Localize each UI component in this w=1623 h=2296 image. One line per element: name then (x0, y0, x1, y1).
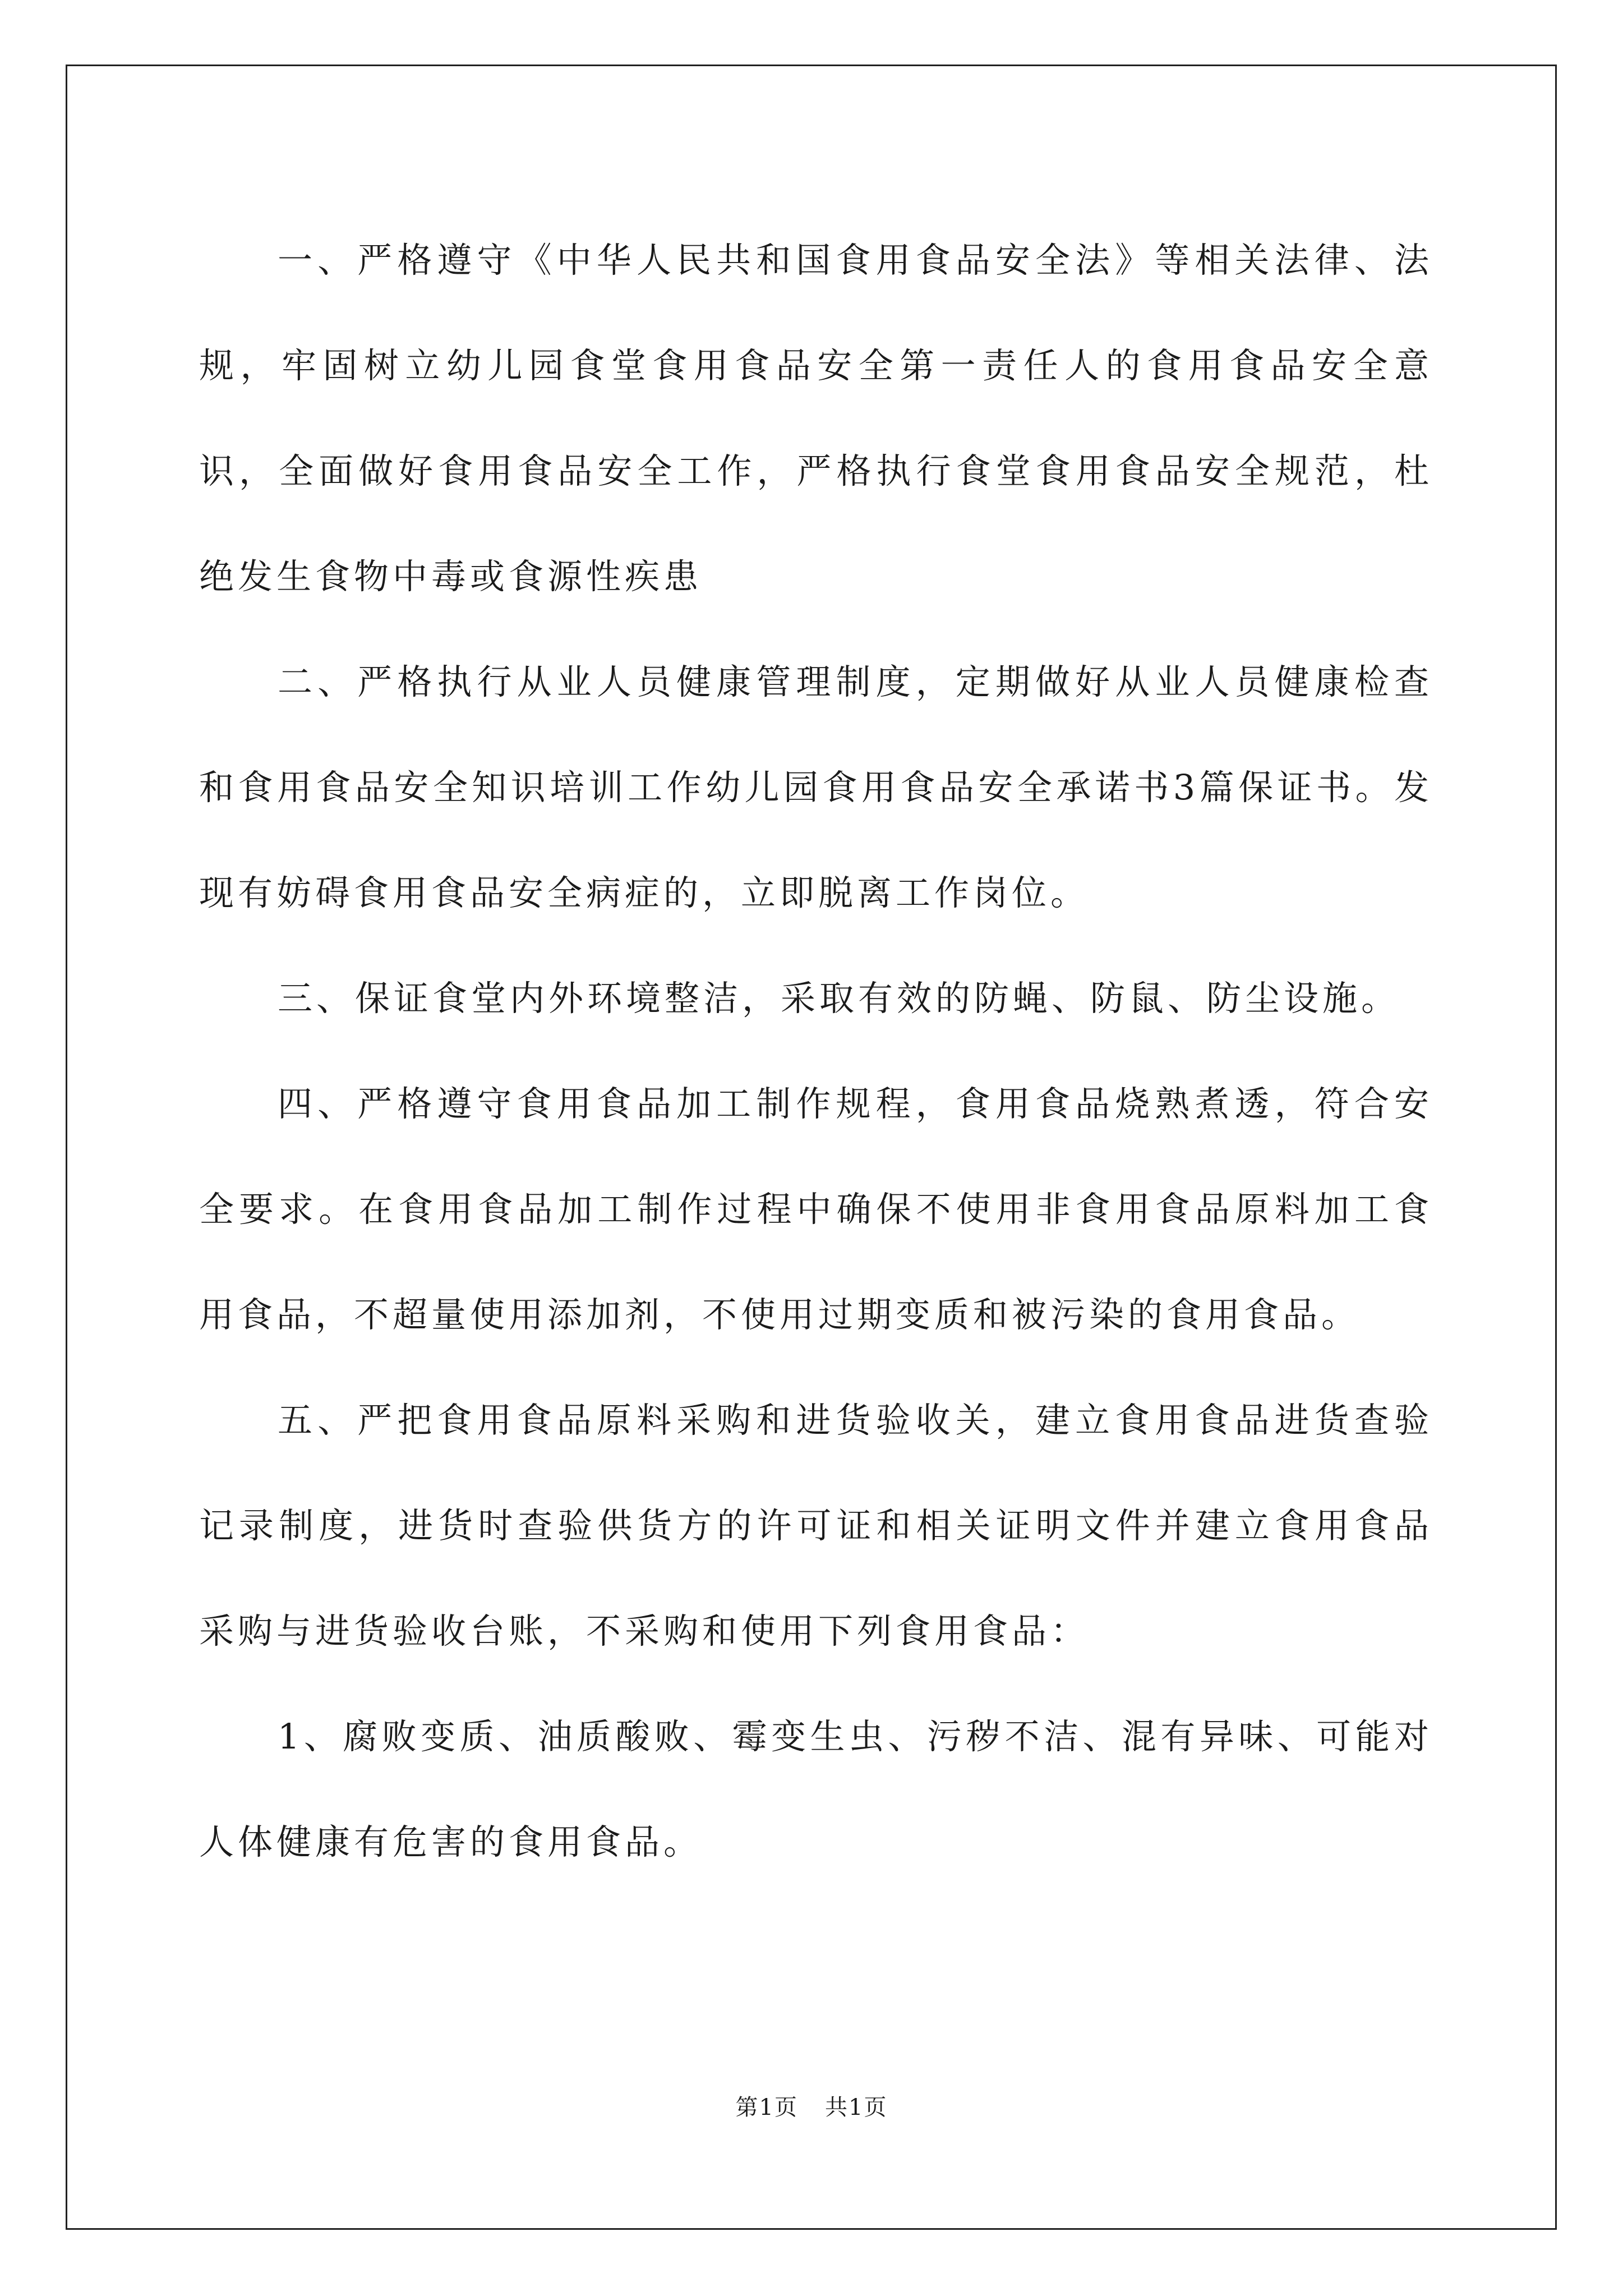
paragraph-6: 1、腐败变质、油质酸败、霉变生虫、污秽不洁、混有异味、可能对人体健康有危害的食用食品。 (199, 1716, 1433, 1862)
page-number-current: 第1页 (735, 2095, 798, 2120)
page-number-total: 共1页 (825, 2095, 888, 2120)
page-footer (0, 2090, 1623, 2122)
paragraph-2: 二、严格执行从业人员健康管理制度，定期做好从业人员健康检查和食用食品安全知识培训工作幼儿园食用食品安全承诺书3篇保证书。发现有妨碍食用食品安全病症的，立即脱离工作岗位。 (199, 661, 1433, 913)
document-body (199, 208, 1433, 1895)
paragraph-5: 五、严把食用食品原料采购和进货验收关，建立食用食品进货查验记录制度，进货时查验供货方的许可证和相关证明文件并建立食用食品采购与进货验收台账，不采购和使用下列食用食品： (199, 1400, 1433, 1651)
paragraph-3: 三、保证食堂内外环境整洁，采取有效的防蝇、防鼠、防尘设施。 (278, 978, 1400, 1019)
paragraph-1: 一、严格遵守《中华人民共和国食用食品安全法》等相关法律、法规，牢固树立幼儿园食堂食用食品安全第一责任人的食用食品安全意识，全面做好食用食品安全工作，严格执行食堂食用食品安全规范，杜绝发生食物中毒或食源性疾患 (199, 240, 1433, 597)
paragraph-4: 四、严格遵守食用食品加工制作规程，食用食品烧熟煮透，符合安全要求。在食用食品加工制作过程中确保不使用非食用食品原料加工食用食品，不超量使用添加剂，不使用过期变质和被污染的食用食品。 (199, 1083, 1433, 1335)
